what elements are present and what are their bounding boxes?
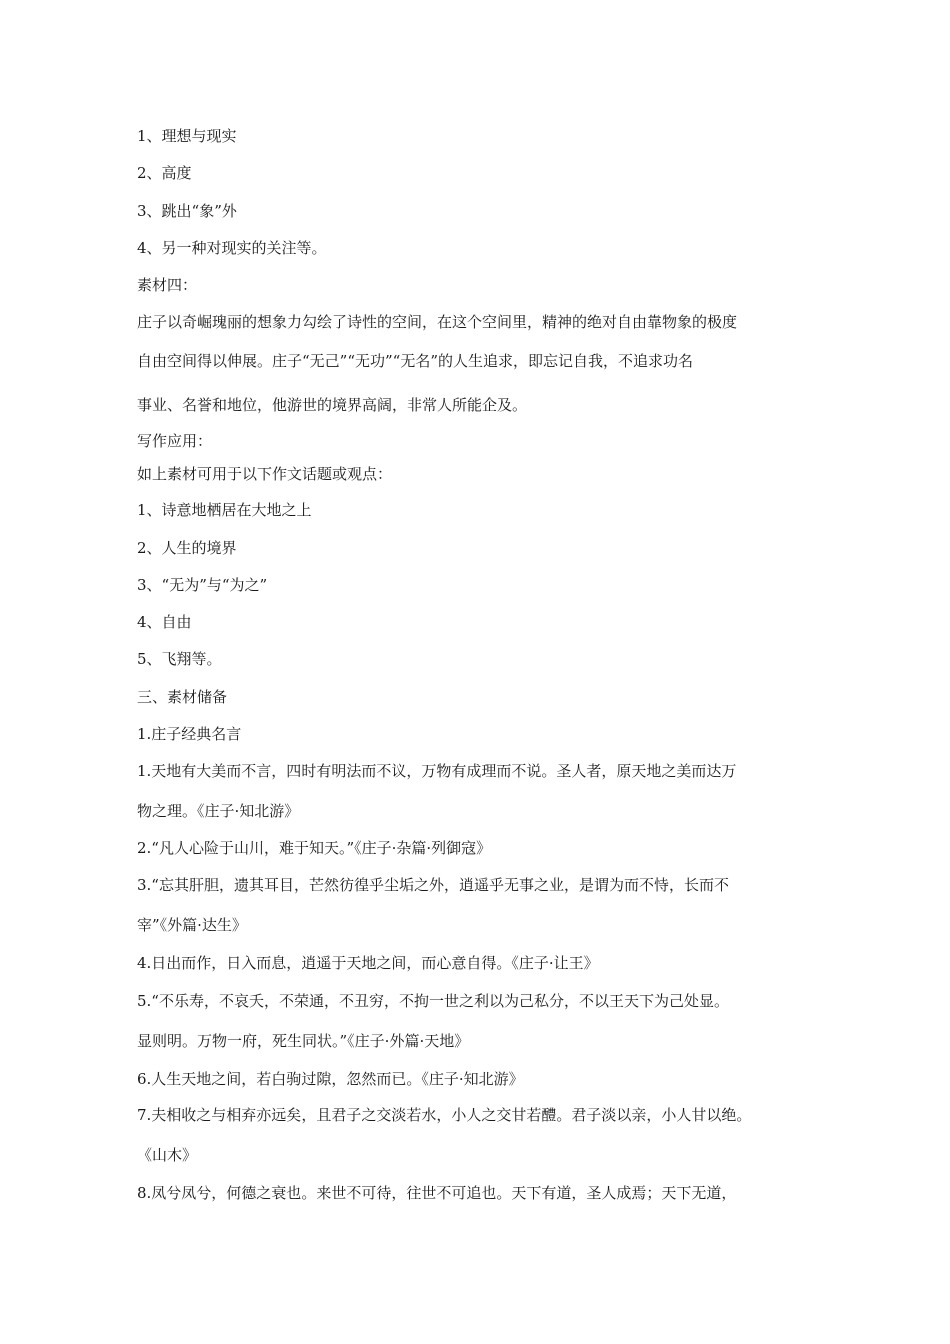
text-line: 4、自由 (137, 613, 192, 631)
text-line: 3、“无为”与“为之” (137, 576, 268, 594)
text-line: 3、跳出“象”外 (137, 202, 237, 220)
text-line: 《山木》 (137, 1146, 198, 1164)
text-line: 显则明。万物一府，死生同状。”《庄子·外篇·天地》 (137, 1032, 470, 1050)
text-line: 5.“不乐寿，不哀夭，不荣通，不丑穷，不拘一世之利以为己私分，不以王天下为己处显。 (137, 992, 729, 1010)
section-heading: 素材四： (137, 276, 198, 294)
text-line: 庄子以奇崛瑰丽的想象力勾绘了诗性的空间，在这个空间里，精神的绝对自由靠物象的极度 (137, 313, 738, 331)
text-line: 4.日出而作，日入而息，逍遥于天地之间，而心意自得。《庄子·让王》 (137, 954, 599, 972)
section-heading: 三、素材储备 (137, 688, 228, 706)
text-line: 1.天地有大美而不言，四时有明法而不议，万物有成理而不说。圣人者，原天地之美而达万 (137, 762, 737, 780)
text-line: 3.“忘其肝胆，遗其耳目，芒然彷徨乎尘垢之外，逍遥乎无事之业，是谓为而不恃，长而不 (137, 876, 729, 894)
text-line: 5、飞翔等。 (137, 650, 222, 668)
text-line: 2、人生的境界 (137, 539, 237, 557)
text-line: 物之理。《庄子·知北游》 (137, 802, 300, 820)
text-line: 如上素材可用于以下作文话题或观点： (137, 465, 393, 483)
text-line: 6.人生天地之间，若白驹过隙，忽然而已。《庄子·知北游》 (137, 1070, 524, 1088)
text-line: 1、诗意地栖居在大地之上 (137, 501, 312, 519)
text-line: 1、理想与现实 (137, 127, 237, 145)
text-line: 2、高度 (137, 164, 192, 182)
text-line: 4、另一种对现实的关注等。 (137, 239, 327, 257)
text-line: 7.夫相收之与相弃亦远矣，且君子之交淡若水，小人之交甘若醴。君子淡以亲，小人甘以绝。 (137, 1106, 752, 1124)
text-line: 8.凤兮凤兮，何德之衰也。来世不可待，往世不可追也。天下有道，圣人成焉；天下无道， (137, 1184, 737, 1202)
section-heading: 写作应用： (137, 432, 213, 450)
text-line: 宰”《外篇·达生》 (137, 916, 247, 934)
text-line: 自由空间得以伸展。庄子“无己”“无功”“无名”的人生追求，即忘记自我，不追求功名 (137, 352, 694, 370)
text-line: 事业、名誉和地位，他游世的境界高阔，非常人所能企及。 (137, 396, 528, 414)
subsection-heading: 1.庄子经典名言 (137, 725, 242, 743)
text-line: 2.“凡人心险于山川，难于知天。”《庄子·杂篇·列御寇》 (137, 839, 492, 857)
